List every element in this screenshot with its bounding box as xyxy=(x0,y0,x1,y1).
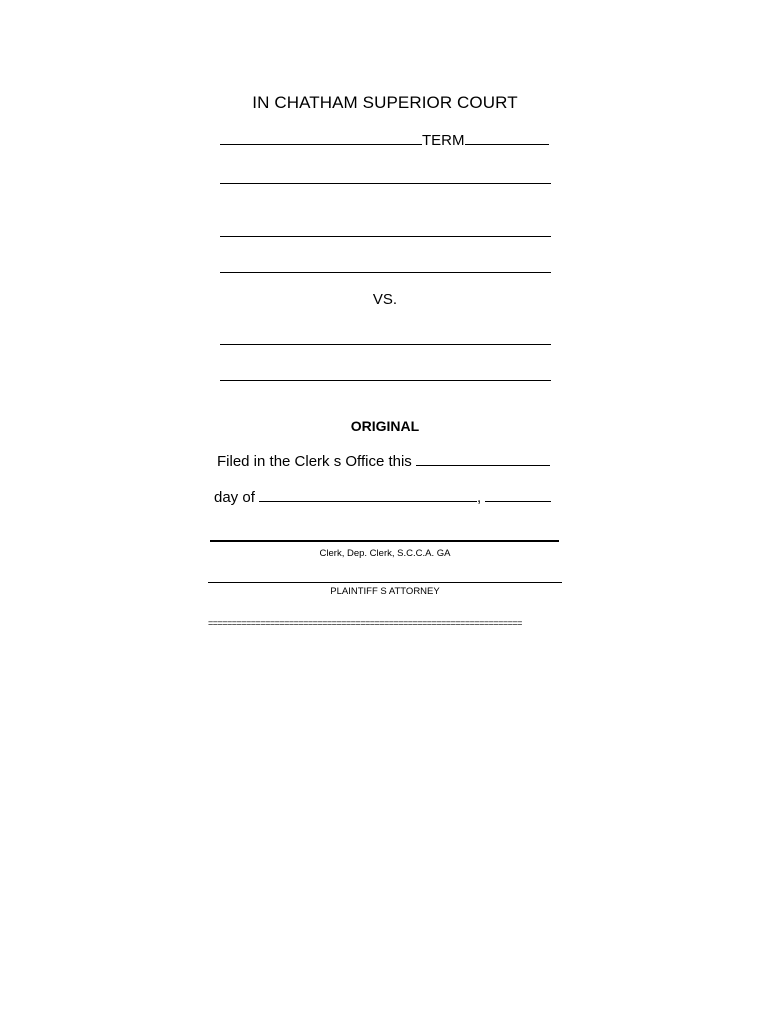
clerk-signature-line[interactable] xyxy=(210,540,559,542)
original-label: ORIGINAL xyxy=(350,418,420,434)
defendant-line-1[interactable] xyxy=(220,344,551,345)
term-label: TERM xyxy=(422,132,465,149)
plaintiff-line-2[interactable] xyxy=(220,236,551,237)
versus-label: VS. xyxy=(372,291,398,308)
filed-date-blank[interactable] xyxy=(416,464,550,466)
defendant-line-2[interactable] xyxy=(220,380,551,381)
day-of-row xyxy=(214,489,551,506)
month-blank[interactable] xyxy=(259,500,477,502)
comma: , xyxy=(477,489,482,506)
term-blank-right[interactable] xyxy=(465,143,549,145)
court-title: IN CHATHAM SUPERIOR COURT xyxy=(252,93,518,112)
day-of-text: day of xyxy=(214,489,255,506)
term-blank-left[interactable] xyxy=(220,143,422,145)
separator-line: ================================================================== xyxy=(208,618,522,628)
term-row xyxy=(220,132,551,149)
year-blank[interactable] xyxy=(485,500,551,502)
clerk-caption: Clerk, Dep. Clerk, S.C.C.A. GA xyxy=(319,548,451,559)
plaintiff-line-3[interactable] xyxy=(220,272,551,273)
filed-text: Filed in the Clerk s Office this xyxy=(217,453,412,470)
plaintiff-line-1[interactable] xyxy=(220,183,551,184)
attorney-caption: PLAINTIFF S ATTORNEY xyxy=(330,586,440,597)
filed-row xyxy=(217,453,550,470)
attorney-signature-line[interactable] xyxy=(208,582,562,583)
